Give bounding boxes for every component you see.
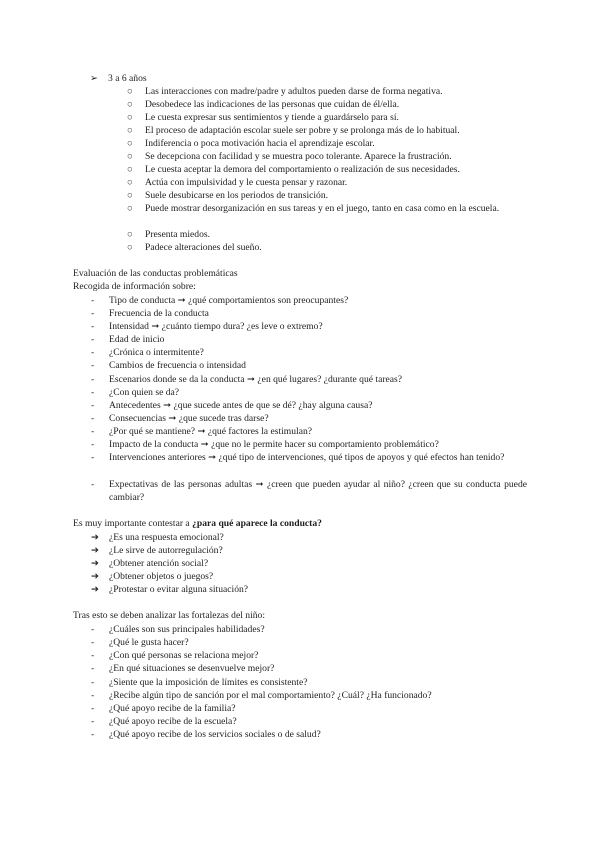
list-item: Expectativas de las personas adultas ➞ ¿creen que pueden ayudar al niño? ¿creen que su conducta puede cambiar?: [109, 479, 527, 503]
list-item: Intervenciones anteriores ➞ ¿qué tipo de intervenciones, qué tipos de apoyos y qué efectos han tenido?: [109, 452, 505, 463]
dash-bullet-icon: -: [91, 374, 95, 385]
list-item: ¿Siente que la imposición de límites es consistente?: [109, 677, 308, 688]
list-item: ¿Recibe algún tipo de sanción por el mal comportamiento? ¿Cuál? ¿Ha funcionado?: [109, 690, 432, 701]
dash-bullet-icon: -: [91, 479, 95, 490]
list-item: Impacto de la conducta ➞ ¿que no le permite hacer su comportamiento problemático?: [109, 439, 439, 450]
dash-bullet-icon: -: [91, 439, 95, 450]
dash-bullet-icon: -: [91, 413, 95, 424]
circle-bullet-icon: ○: [127, 112, 133, 123]
list-item: Suele desubicarse en los periodos de transición.: [145, 190, 329, 201]
list-item: Se decepciona con facilidad y se muestra poco tolerante. Aparece la frustración.: [145, 151, 452, 162]
dash-bullet-icon: -: [91, 308, 95, 319]
arrow-bullet-icon: ➔: [91, 584, 100, 595]
dash-bullet-icon: -: [91, 334, 95, 345]
list-item: ¿Obtener atención social?: [109, 558, 209, 569]
list-item: Las interacciones con madre/padre y adultos pueden darse de forma negativa.: [145, 86, 443, 97]
dash-bullet-icon: -: [91, 637, 95, 648]
dash-bullet-icon: -: [91, 663, 95, 674]
importance-title: [73, 517, 322, 530]
list-item: ¿Qué le gusta hacer?: [109, 637, 189, 648]
list-item: Intensidad ➞ ¿cuánto tiempo dura? ¿es leve o extremo?: [109, 321, 323, 332]
dash-bullet-icon: -: [91, 716, 95, 727]
dash-bullet-icon: -: [91, 321, 95, 332]
dash-bullet-icon: -: [91, 729, 95, 740]
arrow-bullet-icon: ➔: [91, 558, 100, 569]
importance-title-question: ¿para qué aparece la conducta?: [192, 518, 322, 529]
dash-bullet-icon: -: [91, 400, 95, 411]
list-item: ¿Con qué personas se relaciona mejor?: [109, 650, 259, 661]
dash-bullet-icon: -: [91, 347, 95, 358]
circle-bullet-icon: ○: [127, 242, 133, 253]
importance-title-prefix: Es muy importante contestar a: [73, 518, 193, 529]
arrow-bullet-icon: ➔: [91, 532, 100, 543]
dash-bullet-icon: -: [91, 624, 95, 635]
list-item: Le cuesta expresar sus sentimientos y tiende a guardárselo para sí.: [145, 112, 399, 123]
circle-bullet-icon: ○: [127, 99, 133, 110]
list-item: Desobedece las indicaciones de las personas que cuidan de él/ella.: [145, 99, 400, 110]
list-item: ¿Protestar o evitar alguna situación?: [109, 584, 249, 595]
arrow-bullet-icon: ➔: [91, 545, 100, 556]
list-item: Escenarios donde se da la conducta ➞ ¿en qué lugares? ¿durante qué tareas?: [109, 374, 403, 385]
list-item: Padece alteraciones del sueño.: [145, 242, 262, 253]
list-item: ¿Obtener objetos o juegos?: [109, 571, 214, 582]
circle-bullet-icon: ○: [127, 125, 133, 136]
circle-bullet-icon: ○: [127, 203, 133, 214]
list-item: Indiferencia o poca motivación hacia el aprendizaje escolar.: [145, 138, 375, 149]
dash-bullet-icon: -: [91, 650, 95, 661]
circle-bullet-icon: ○: [127, 138, 133, 149]
list-item: Presenta miedos.: [145, 229, 211, 240]
circle-bullet-icon: ○: [127, 190, 133, 201]
list-item: Frecuencia de la conducta: [109, 308, 209, 319]
dash-bullet-icon: -: [91, 360, 95, 371]
circle-bullet-icon: ○: [127, 164, 133, 175]
dash-bullet-icon: -: [91, 452, 95, 463]
list-item: ¿Qué apoyo recibe de los servicios sociales o de salud?: [109, 729, 321, 740]
list-item: ¿Crónica o intermitente?: [109, 347, 204, 358]
dash-bullet-icon: -: [91, 677, 95, 688]
circle-bullet-icon: ○: [127, 86, 133, 97]
list-item: Antecedentes ➞ ¿que sucede antes de que se dé? ¿hay alguna causa?: [109, 400, 373, 411]
dash-bullet-icon: -: [91, 690, 95, 701]
list-item: ¿Qué apoyo recibe de la familia?: [109, 703, 236, 714]
list-item: ¿Qué apoyo recibe de la escuela?: [109, 716, 237, 727]
arrow-bullet-icon: ➔: [91, 571, 100, 582]
list-item: Actúa con impulsividad y le cuesta pensar y razonar.: [145, 177, 348, 188]
dash-bullet-icon: -: [91, 426, 95, 437]
list-item: ¿Con quien se da?: [109, 387, 180, 398]
list-item: El proceso de adaptación escolar suele ser pobre y se prolonga más de lo habitual.: [145, 125, 460, 136]
list-item: Le cuesta aceptar la demora del comportamiento o realización de sus necesidades.: [145, 164, 460, 175]
list-item: Puede mostrar desorganización en sus tareas y en el juego, tanto en casa como en la escuela.: [145, 203, 500, 214]
list-item: Cambios de frecuencia o intensidad: [109, 360, 246, 371]
dash-bullet-icon: -: [91, 387, 95, 398]
dash-bullet-icon: -: [91, 295, 95, 306]
list-item: ¿Por qué se mantiene? ➞ ¿qué factores la estimulan?: [109, 426, 313, 437]
age-section-title: 3 a 6 años: [108, 73, 147, 84]
list-item: Edad de inicio: [109, 334, 165, 345]
list-item: Tipo de conducta ➞ ¿qué comportamientos son preocupantes?: [109, 295, 349, 306]
circle-bullet-icon: ○: [127, 229, 133, 240]
list-item: ¿Cuáles son sus principales habilidades?: [109, 624, 265, 635]
dash-bullet-icon: -: [91, 703, 95, 714]
list-item: ¿En qué situaciones se desenvuelve mejor?: [109, 663, 275, 674]
list-item: Consecuencias ➞ ¿que sucede tras darse?: [109, 413, 269, 424]
circle-bullet-icon: ○: [127, 151, 133, 162]
circle-bullet-icon: ○: [127, 177, 133, 188]
evaluation-title: Evaluación de las conductas problemáticas: [73, 268, 238, 279]
arrowhead-bullet-icon: ➢: [90, 73, 99, 84]
list-item: ¿Es una respuesta emocional?: [109, 532, 224, 543]
strengths-title: Tras esto se deben analizar las fortalezas del niño:: [73, 610, 265, 621]
evaluation-subtitle: Recogida de información sobre:: [73, 281, 196, 292]
list-item: ¿Le sirve de autorregulación?: [109, 545, 223, 556]
